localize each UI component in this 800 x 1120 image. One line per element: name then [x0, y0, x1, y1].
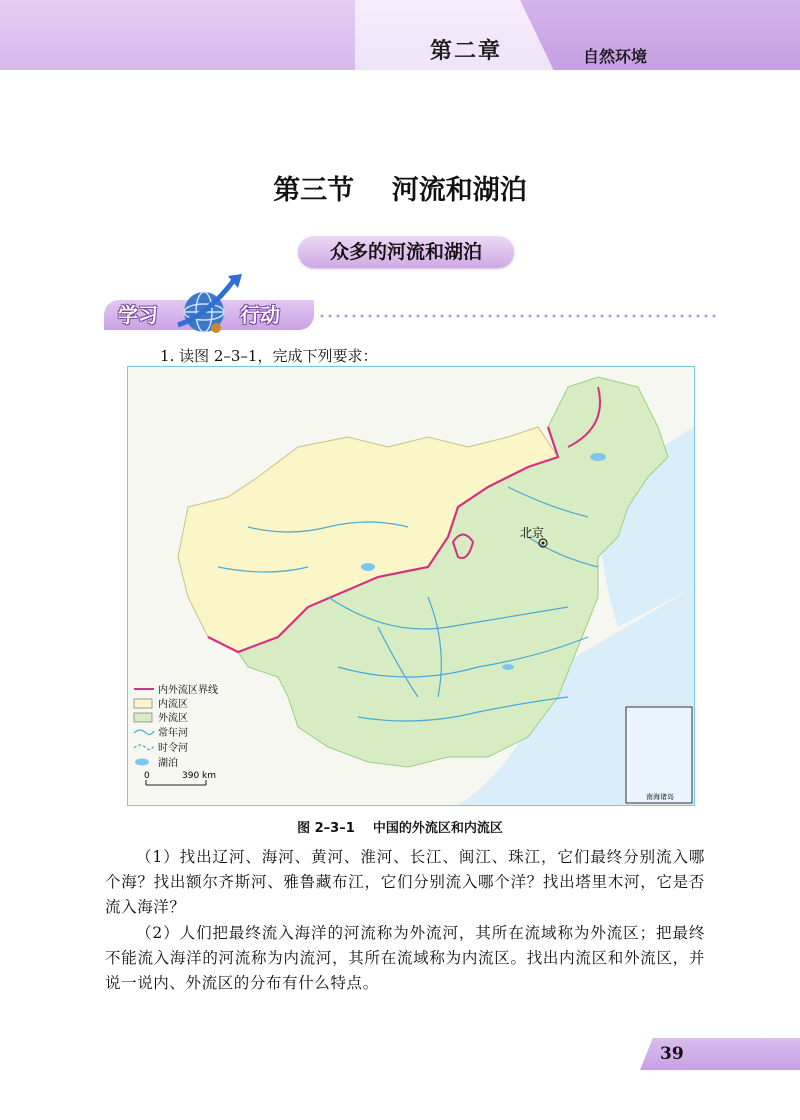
china-map: [127, 366, 695, 806]
city-label-beijing: 北京: [520, 526, 545, 540]
legend-perennial: 常年河: [158, 728, 188, 739]
activity-label-act: 行动: [240, 303, 280, 327]
legend-outflow: 外流区: [158, 713, 188, 724]
activity-label-learn: 学习: [118, 303, 158, 327]
legend-seasonal: 时令河: [158, 743, 188, 754]
header-subtitle-tab: [520, 0, 800, 70]
scale-zero: 0: [144, 771, 150, 781]
inset-label: 南海诸岛: [646, 793, 674, 801]
figure-caption: 图 2–3–1 中国的外流区和内流区: [297, 821, 503, 836]
scale-distance: 390 km: [182, 771, 217, 781]
globe-arrow-icon: [168, 270, 248, 340]
legend-inland: 内流区: [158, 699, 188, 710]
chapter-subtitle: 自然环境: [583, 47, 648, 66]
page-number: 39: [660, 1044, 684, 1064]
question-intro: 1. 读图 2–3–1，完成下列要求：: [160, 347, 378, 365]
legend-lake: 湖泊: [158, 758, 178, 769]
subsection-title: 众多的河流和湖泊: [298, 236, 514, 268]
map-graphic: [128, 367, 694, 805]
chapter-label: 第二章: [430, 39, 503, 64]
paragraph-2: （2）人们把最终流入海洋的河流称为外流河，其所在流域称为外流区；把最终不能流入海洋的河流称为内流河，其所在流域称为内流区。找出内流区和外流区，并说一说内、外流区的分布有什么特点。: [105, 924, 705, 992]
section-title: 第三节 河流和湖泊: [273, 175, 527, 206]
dotted-rule: [318, 314, 718, 318]
legend-boundary: 内外流区界线: [158, 685, 218, 696]
paragraph-1: （1）找出辽河、海河、黄河、淮河、长江、闽江、珠江，它们最终分别流入哪个海？找出额尔齐斯河、雅鲁藏布江，它们分别流入哪个洋？找出塔里木河，它是否流入海洋？: [105, 848, 705, 916]
